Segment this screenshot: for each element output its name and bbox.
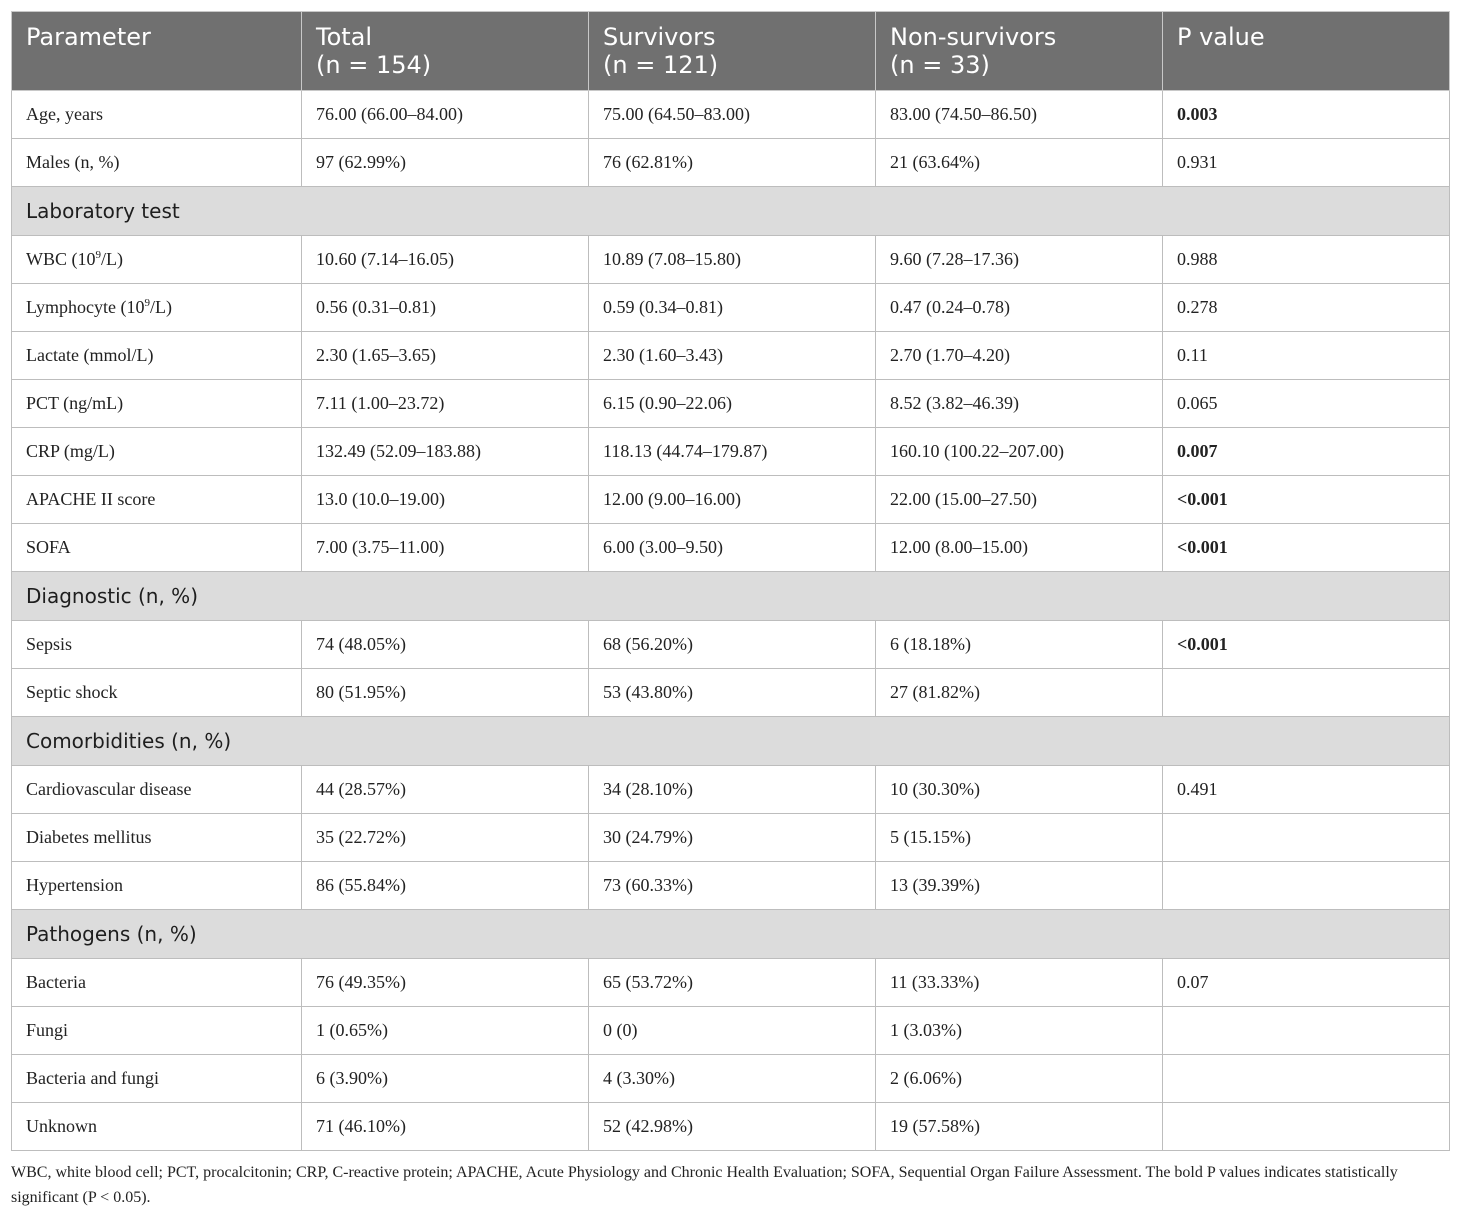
cell-p-value (1163, 1007, 1450, 1055)
cell-survivors: 12.00 (9.00–16.00) (589, 476, 876, 524)
cell-p-value: 0.988 (1163, 236, 1450, 284)
cell-non-survivors: 27 (81.82%) (876, 669, 1163, 717)
cell-total: 2.30 (1.65–3.65) (302, 332, 589, 380)
section-label: Laboratory test (12, 187, 1450, 236)
cell-survivors: 0.59 (0.34–0.81) (589, 284, 876, 332)
cell-p-value (1163, 669, 1450, 717)
table-row (12, 1007, 1450, 1055)
cell-total: 86 (55.84%) (302, 862, 589, 910)
cell-total: 71 (46.10%) (302, 1103, 589, 1151)
header-parameter: Parameter (12, 12, 302, 91)
cell-survivors: 0 (0) (589, 1007, 876, 1055)
cell-p-value: 0.278 (1163, 284, 1450, 332)
cell-non-survivors: 21 (63.64%) (876, 139, 1163, 187)
table-footnote: WBC, white blood cell; PCT, procalcitonin; CRP, C-reactive protein; APACHE, Acute Physiology and Chronic Health Evaluation; SOFA, Sequential Organ Failure Assessment. The bold P values indicates statistically significant (P < 0.05). (11, 1164, 1398, 1206)
cell-survivors: 73 (60.33%) (589, 862, 876, 910)
header-row (12, 12, 1450, 91)
cell-non-survivors: 19 (57.58%) (876, 1103, 1163, 1151)
cell-survivors: 52 (42.98%) (589, 1103, 876, 1151)
cell-parameter: WBC $(10^9/L)$ (12, 236, 302, 284)
cell-total: 80 (51.95%) (302, 669, 589, 717)
cell-p-value: <0.001 (1163, 524, 1450, 572)
cell-survivors: 75.00 (64.50–83.00) (589, 91, 876, 139)
table-row (12, 139, 1450, 187)
cell-survivors: 65 (53.72%) (589, 959, 876, 1007)
cell-total: 132.49 (52.09–183.88) (302, 428, 589, 476)
cell-survivors: 2.30 (1.60–3.43) (589, 332, 876, 380)
cell-parameter: Males (n, %) (12, 139, 302, 187)
cell-p-value: 0.065 (1163, 380, 1450, 428)
table-row (12, 814, 1450, 862)
cell-survivors: 118.13 (44.74–179.87) (589, 428, 876, 476)
cell-non-survivors: 1 (3.03%) (876, 1007, 1163, 1055)
cell-total: 1 (0.65%) (302, 1007, 589, 1055)
cell-p-value: 0.11 (1163, 332, 1450, 380)
table-row (12, 428, 1450, 476)
cell-parameter: Sepsis (12, 621, 302, 669)
cell-non-survivors: 12.00 (8.00–15.00) (876, 524, 1163, 572)
cell-p-value: <0.001 (1163, 476, 1450, 524)
table-row (12, 669, 1450, 717)
table-row (12, 1103, 1450, 1151)
section-row (12, 572, 1450, 621)
cell-parameter: Unknown (12, 1103, 302, 1151)
table-row (12, 959, 1450, 1007)
cell-total: 35 (22.72%) (302, 814, 589, 862)
cell-survivors: 30 (24.79%) (589, 814, 876, 862)
cell-non-survivors: 10 (30.30%) (876, 766, 1163, 814)
cell-non-survivors: 11 (33.33%) (876, 959, 1163, 1007)
section-label: Diagnostic (n, %) (12, 572, 1450, 621)
cell-p-value: 0.931 (1163, 139, 1450, 187)
cell-total: 44 (28.57%) (302, 766, 589, 814)
table-row (12, 1055, 1450, 1103)
cell-parameter: Lactate (mmol/L) (12, 332, 302, 380)
section-label: Comorbidities (n, %) (12, 717, 1450, 766)
cell-survivors: 6.00 (3.00–9.50) (589, 524, 876, 572)
cell-non-survivors: 2 (6.06%) (876, 1055, 1163, 1103)
cell-total: 13.0 (10.0–19.00) (302, 476, 589, 524)
section-row (12, 717, 1450, 766)
cell-survivors: 68 (56.20%) (589, 621, 876, 669)
cell-total: 74 (48.05%) (302, 621, 589, 669)
header-survivors: Survivors (n = 121) (589, 12, 876, 91)
cell-non-survivors: 13 (39.39%) (876, 862, 1163, 910)
cell-p-value (1163, 862, 1450, 910)
table-row (12, 476, 1450, 524)
table-row (12, 284, 1450, 332)
cell-non-survivors: 22.00 (15.00–27.50) (876, 476, 1163, 524)
table-container (11, 11, 1449, 1151)
cell-p-value: <0.001 (1163, 621, 1450, 669)
cell-total: 76.00 (66.00–84.00) (302, 91, 589, 139)
table-row (12, 236, 1450, 284)
cell-non-survivors: 160.10 (100.22–207.00) (876, 428, 1163, 476)
cell-parameter: Septic shock (12, 669, 302, 717)
cell-survivors: 10.89 (7.08–15.80) (589, 236, 876, 284)
section-row (12, 187, 1450, 236)
cell-p-value (1163, 814, 1450, 862)
cell-total: 97 (62.99%) (302, 139, 589, 187)
cell-p-value (1163, 1103, 1450, 1151)
cell-non-survivors: 5 (15.15%) (876, 814, 1163, 862)
cell-parameter: Lymphocyte $(10^9/L)$ (12, 284, 302, 332)
table-row (12, 380, 1450, 428)
cell-p-value: 0.491 (1163, 766, 1450, 814)
cell-non-survivors: 83.00 (74.50–86.50) (876, 91, 1163, 139)
cell-survivors: 4 (3.30%) (589, 1055, 876, 1103)
cell-total: 7.00 (3.75–11.00) (302, 524, 589, 572)
cell-p-value (1163, 1055, 1450, 1103)
cell-total: 6 (3.90%) (302, 1055, 589, 1103)
cell-total: 0.56 (0.31–0.81) (302, 284, 589, 332)
cell-non-survivors: 6 (18.18%) (876, 621, 1163, 669)
table-row (12, 524, 1450, 572)
cell-non-survivors: 8.52 (3.82–46.39) (876, 380, 1163, 428)
table-row (12, 621, 1450, 669)
table-row (12, 332, 1450, 380)
cell-survivors: 53 (43.80%) (589, 669, 876, 717)
table-row (12, 862, 1450, 910)
section-label: Pathogens (n, %) (12, 910, 1450, 959)
cell-parameter: Cardiovascular disease (12, 766, 302, 814)
cell-parameter: CRP (mg/L) (12, 428, 302, 476)
cell-parameter: Hypertension (12, 862, 302, 910)
cell-total: 10.60 (7.14–16.05) (302, 236, 589, 284)
cell-p-value: 0.07 (1163, 959, 1450, 1007)
cell-parameter: SOFA (12, 524, 302, 572)
cell-parameter: Age, years (12, 91, 302, 139)
cell-parameter: APACHE II score (12, 476, 302, 524)
cell-parameter: Bacteria (12, 959, 302, 1007)
characteristics-table (11, 11, 1450, 1151)
cell-survivors: 76 (62.81%) (589, 139, 876, 187)
cell-total: 76 (49.35%) (302, 959, 589, 1007)
cell-p-value: 0.003 (1163, 91, 1450, 139)
cell-survivors: 6.15 (0.90–22.06) (589, 380, 876, 428)
cell-parameter: PCT (ng/mL) (12, 380, 302, 428)
table-row (12, 766, 1450, 814)
cell-parameter: Bacteria and fungi (12, 1055, 302, 1103)
cell-non-survivors: 0.47 (0.24–0.78) (876, 284, 1163, 332)
cell-non-survivors: 9.60 (7.28–17.36) (876, 236, 1163, 284)
header-total: Total (n = 154) (302, 12, 589, 91)
cell-p-value: 0.007 (1163, 428, 1450, 476)
cell-non-survivors: 2.70 (1.70–4.20) (876, 332, 1163, 380)
table-body (12, 91, 1450, 1151)
header-non-survivors: Non-survivors (n = 33) (876, 12, 1163, 91)
header-p-value: P value (1163, 12, 1450, 91)
cell-total: 7.11 (1.00–23.72) (302, 380, 589, 428)
cell-survivors: 34 (28.10%) (589, 766, 876, 814)
cell-parameter: Fungi (12, 1007, 302, 1055)
section-row (12, 910, 1450, 959)
table-row (12, 91, 1450, 139)
cell-parameter: Diabetes mellitus (12, 814, 302, 862)
